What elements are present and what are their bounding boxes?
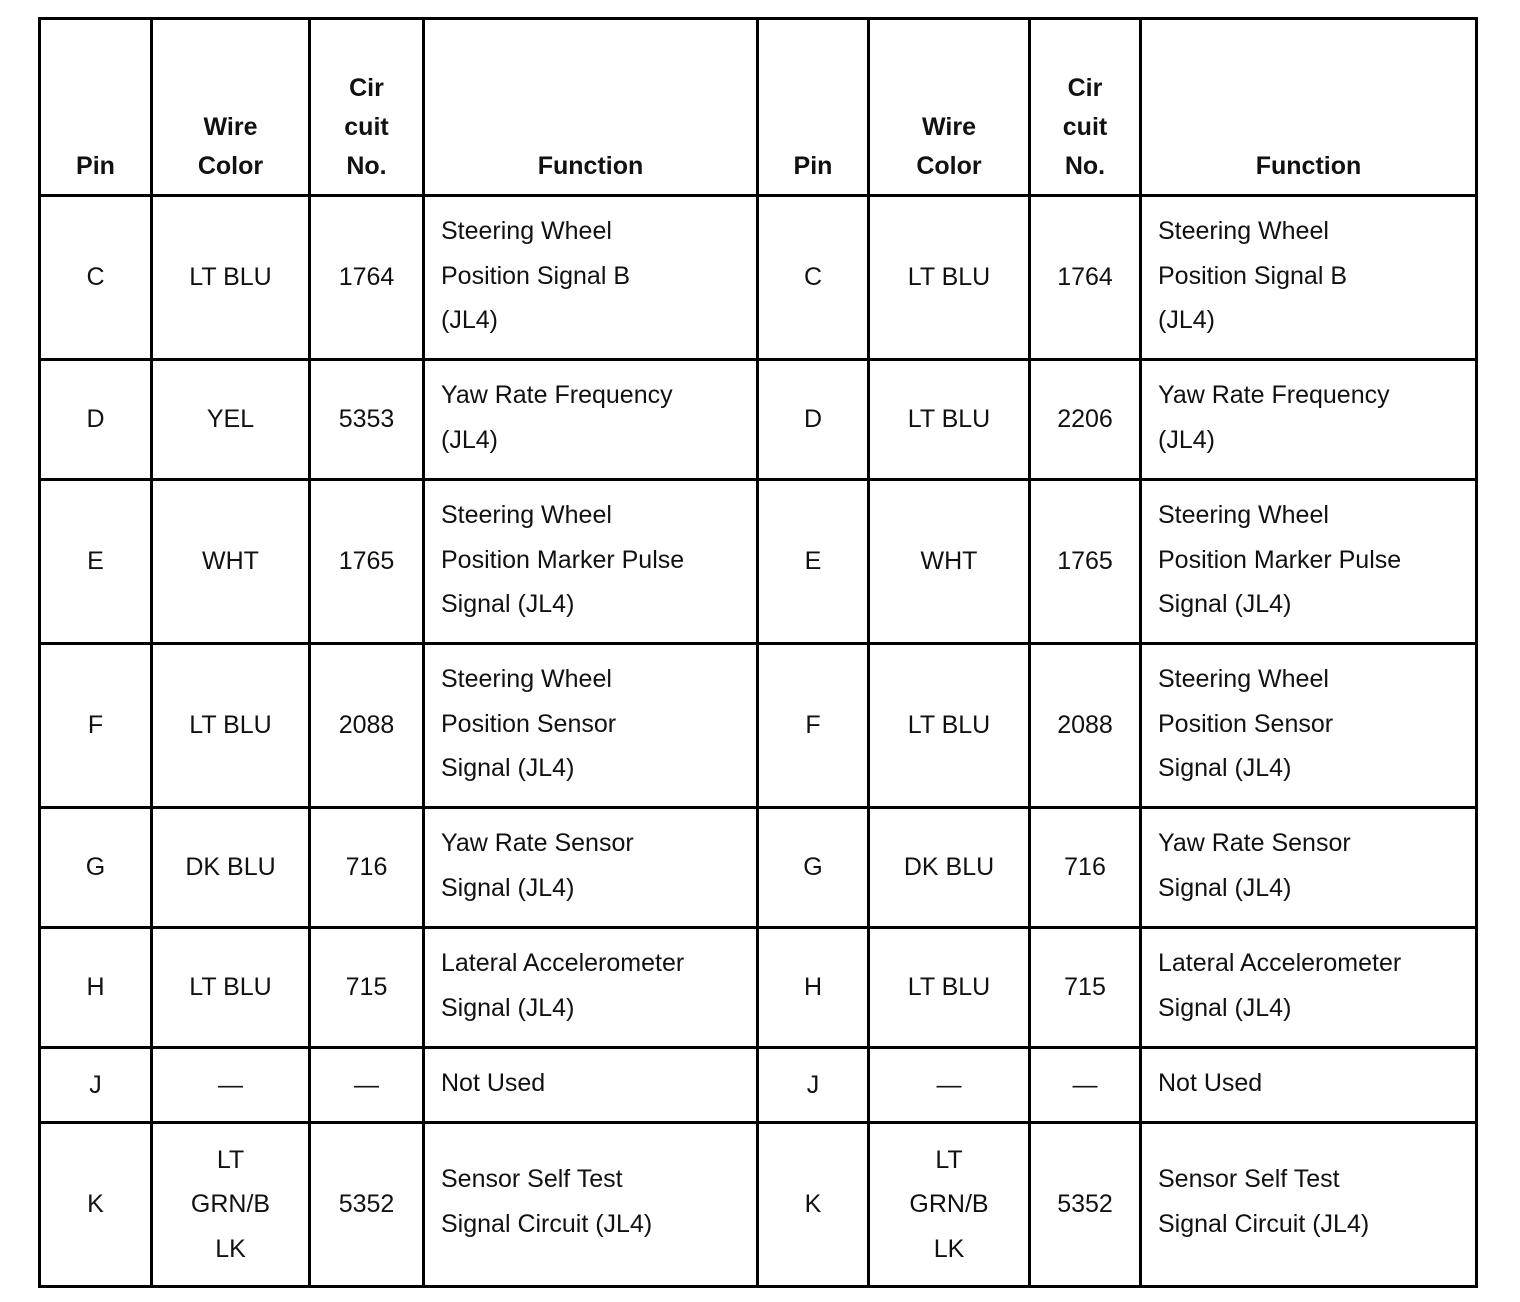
function-cell: Yaw Rate Frequency (JL4) (424, 360, 758, 480)
pin-cell: H (758, 928, 869, 1048)
header-function (424, 19, 758, 196)
pin-cell: C (40, 196, 152, 360)
wire-color-cell: LT BLU (869, 196, 1030, 360)
wire-color-cell: DK BLU (869, 808, 1030, 928)
table-row (40, 1123, 1477, 1287)
pin-cell: E (758, 480, 869, 644)
wire-color-cell: LT BLU (152, 196, 310, 360)
header-label: Function (1255, 152, 1362, 180)
header-label: Pin (793, 152, 833, 180)
header-function (1141, 19, 1477, 196)
wire-color-cell: LT BLU (152, 928, 310, 1048)
function-cell: Sensor Self Test Signal Circuit (JL4) (424, 1123, 758, 1287)
table-row (40, 1048, 1477, 1123)
header-pin (40, 19, 152, 196)
function-cell: Not Used (424, 1048, 758, 1123)
header-label: Wire Color (197, 113, 264, 180)
table-row (40, 480, 1477, 644)
circuit-no-cell: 716 (1030, 808, 1141, 928)
circuit-no-cell: 5352 (1030, 1123, 1141, 1287)
pin-cell: F (758, 644, 869, 808)
circuit-no-cell: — (1030, 1048, 1141, 1123)
wire-color-cell: YEL (152, 360, 310, 480)
circuit-no-cell: — (310, 1048, 424, 1123)
wire-color-cell: DK BLU (152, 808, 310, 928)
pin-cell: K (758, 1123, 869, 1287)
function-cell: Steering Wheel Position Signal B (JL4) (1141, 196, 1477, 360)
header-label: Cir cuit No. (344, 74, 389, 180)
circuit-no-cell: 1765 (310, 480, 424, 644)
wire-color-cell: — (869, 1048, 1030, 1123)
wire-color-cell: LT BLU (152, 644, 310, 808)
table-row (40, 644, 1477, 808)
table-row (40, 928, 1477, 1048)
function-cell: Not Used (1141, 1048, 1477, 1123)
function-cell: Lateral Accelerometer Signal (JL4) (424, 928, 758, 1048)
wire-color-cell: WHT (869, 480, 1030, 644)
pin-cell: C (758, 196, 869, 360)
circuit-no-cell: 1765 (1030, 480, 1141, 644)
pin-cell: D (40, 360, 152, 480)
wire-color-cell: WHT (152, 480, 310, 644)
connector-pinout-table (38, 17, 1478, 1288)
header-label: Cir cuit No. (1062, 74, 1108, 180)
wire-color-cell: LT BLU (869, 644, 1030, 808)
table-body (40, 196, 1477, 1287)
pin-cell: H (40, 928, 152, 1048)
function-cell: Steering Wheel Position Sensor Signal (JL4) (424, 644, 758, 808)
header-wire-color (869, 19, 1030, 196)
header-label: Pin (76, 152, 115, 180)
circuit-no-cell: 1764 (310, 196, 424, 360)
function-cell: Steering Wheel Position Marker Pulse Signal (JL4) (1141, 480, 1477, 644)
wire-color-cell: LT GRN/B LK (869, 1123, 1030, 1287)
circuit-no-cell: 2088 (1030, 644, 1141, 808)
wire-color-cell: LT BLU (869, 928, 1030, 1048)
pin-cell: K (40, 1123, 152, 1287)
function-cell: Steering Wheel Position Sensor Signal (JL4) (1141, 644, 1477, 808)
header-pin (758, 19, 869, 196)
circuit-no-cell: 2088 (310, 644, 424, 808)
circuit-no-cell: 716 (310, 808, 424, 928)
function-cell: Yaw Rate Frequency (JL4) (1141, 360, 1477, 480)
wire-color-cell: LT BLU (869, 360, 1030, 480)
pin-cell: G (758, 808, 869, 928)
function-cell: Yaw Rate Sensor Signal (JL4) (1141, 808, 1477, 928)
circuit-no-cell: 2206 (1030, 360, 1141, 480)
wire-color-cell: LT GRN/B LK (152, 1123, 310, 1287)
circuit-no-cell: 5353 (310, 360, 424, 480)
header-wire-color (152, 19, 310, 196)
function-cell: Sensor Self Test Signal Circuit (JL4) (1141, 1123, 1477, 1287)
function-cell: Steering Wheel Position Signal B (JL4) (424, 196, 758, 360)
pin-cell: D (758, 360, 869, 480)
pin-cell: J (40, 1048, 152, 1123)
header-circuit-no (1030, 19, 1141, 196)
circuit-no-cell: 715 (1030, 928, 1141, 1048)
pin-cell: E (40, 480, 152, 644)
function-cell: Lateral Accelerometer Signal (JL4) (1141, 928, 1477, 1048)
table-row (40, 360, 1477, 480)
wire-color-cell: — (152, 1048, 310, 1123)
header-label: Wire Color (916, 113, 982, 180)
circuit-no-cell: 1764 (1030, 196, 1141, 360)
pin-cell: G (40, 808, 152, 928)
function-cell: Yaw Rate Sensor Signal (JL4) (424, 808, 758, 928)
table-row (40, 808, 1477, 928)
header-label: Function (537, 152, 644, 180)
circuit-no-cell: 715 (310, 928, 424, 1048)
pin-cell: J (758, 1048, 869, 1123)
header-circuit-no (310, 19, 424, 196)
circuit-no-cell: 5352 (310, 1123, 424, 1287)
header-row (40, 19, 1477, 196)
pin-cell: F (40, 644, 152, 808)
function-cell: Steering Wheel Position Marker Pulse Signal (JL4) (424, 480, 758, 644)
table-row (40, 196, 1477, 360)
